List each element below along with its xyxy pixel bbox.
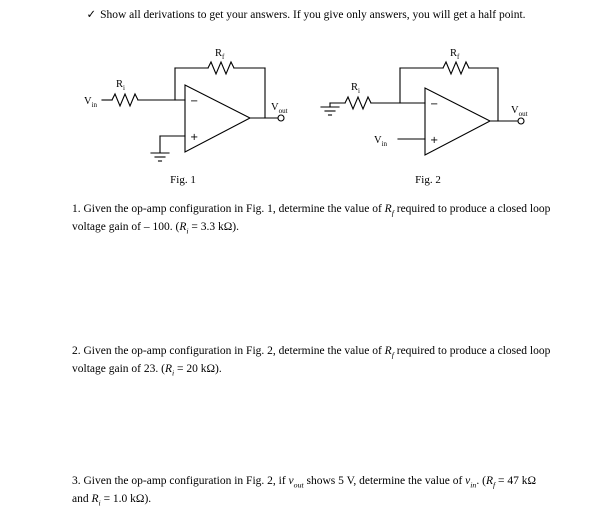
- instruction-text: Show all derivations to get your answers. If you give only answers, you will get a half point.: [100, 9, 526, 21]
- fig1-caption: Fig. 1: [170, 174, 196, 186]
- fig2-inverting-input-sign: −: [430, 99, 439, 110]
- fig2-ri-label: $R_i$: [351, 82, 360, 95]
- fig2-output-terminal: [518, 118, 524, 124]
- fig2-caption: Fig. 2: [415, 174, 441, 186]
- fig2-rf-label: $R_f$: [450, 48, 460, 61]
- instruction-note: [0, 7, 612, 21]
- fig2-feedback-resistor: [443, 62, 469, 74]
- fig2-input-resistor: [345, 97, 371, 109]
- fig2-wires: [321, 62, 524, 155]
- question-3: 3. Given the op-amp configuration in Fig. 2, if $v_{out}$ shows 5 V, determine the value of $v_{in}$. ($R_f = 47$ kΩ and $R_i = 1.0$ kΩ).: [72, 475, 537, 507]
- fig1-noninverting-input-sign: +: [190, 132, 199, 143]
- fig1-feedback-resistor: [208, 62, 234, 74]
- fig2-noninverting-input-sign: +: [430, 135, 439, 146]
- fig2-vin-label: $V_{in}$: [374, 135, 388, 148]
- fig2-labels: [351, 48, 528, 148]
- fig1-vin-label: $V_{in}$: [84, 96, 98, 109]
- fig2-vout-label: $V_{out}$: [511, 105, 528, 118]
- fig1-rf-label: $R_f$: [215, 48, 225, 61]
- fig2-circuit-diagram: [318, 40, 553, 172]
- fig1-vout-label: $V_{out}$: [271, 102, 288, 115]
- fig1-circuit-diagram: [78, 40, 306, 172]
- check-icon: ✓: [86, 9, 97, 21]
- fig1-inverting-input-sign: −: [190, 96, 199, 107]
- question-1: 1. Given the op-amp configuration in Fig. 1, determine the value of $R_f$ required to produce a closed loop voltage gain of – 100. ($R_i = 3.3$ kΩ).: [72, 203, 551, 235]
- fig1-ri-label: $R_i$: [116, 79, 125, 92]
- question-2: 2. Given the op-amp configuration in Fig. 2, determine the value of $R_f$ required to produce a closed loop voltage gain of 23. ($R_i = 20$ kΩ).: [72, 345, 551, 377]
- fig1-output-terminal: [278, 115, 284, 121]
- fig1-input-resistor: [112, 94, 138, 106]
- fig1-wires: [102, 62, 284, 161]
